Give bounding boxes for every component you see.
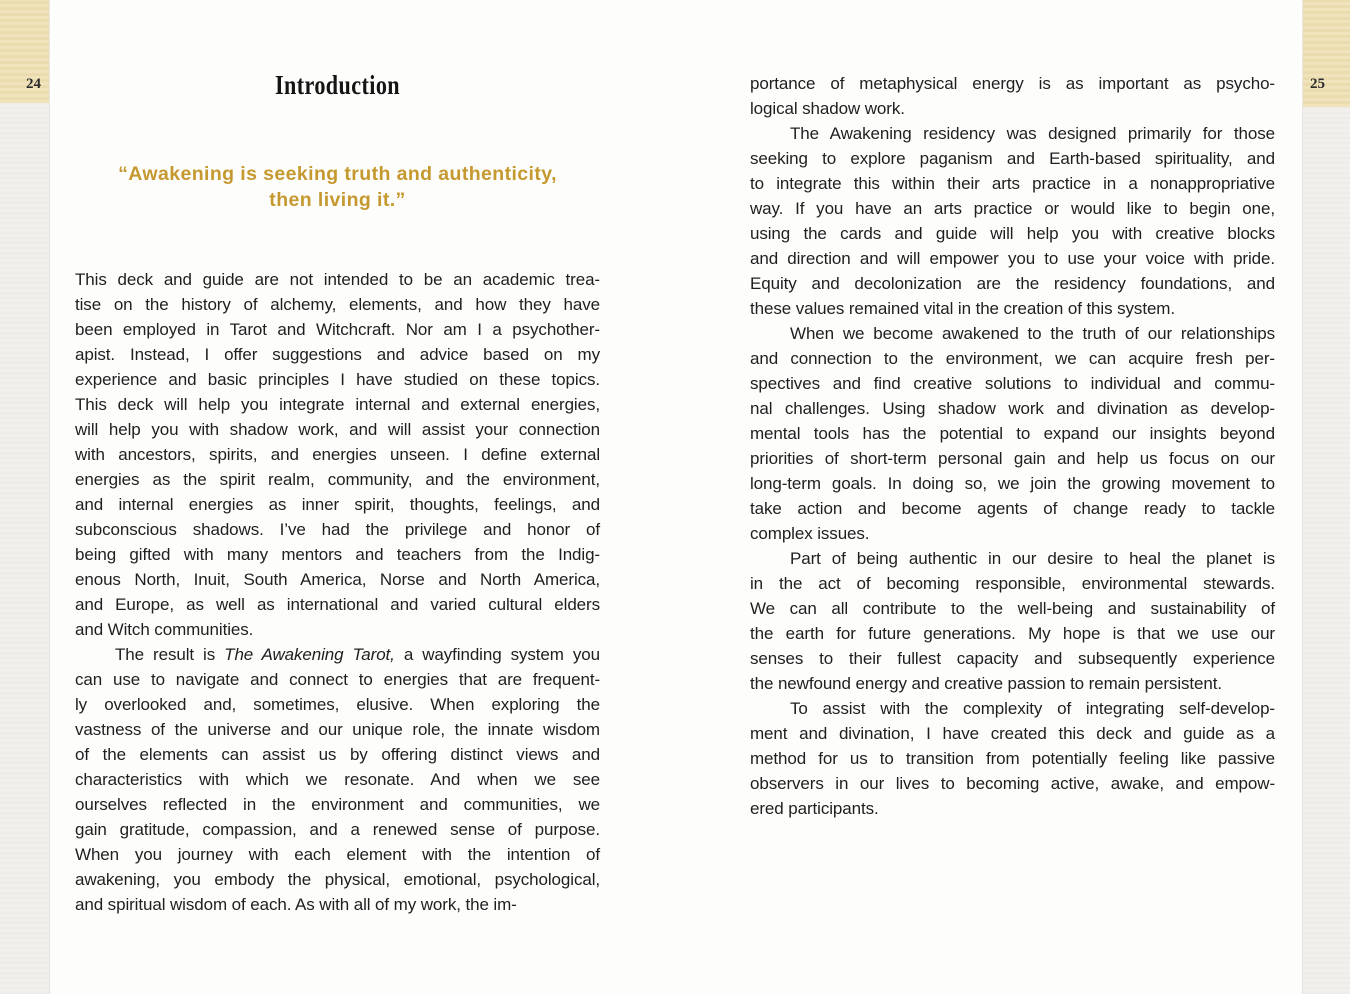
body-line: and direction and will empower you to use your voice with pride. <box>750 249 1275 268</box>
body-line: method for us to transition from potentially feeling like passive <box>750 749 1275 768</box>
body-line: seeking to explore paganism and Earth-based spirituality, and <box>750 149 1275 168</box>
paragraph <box>750 71 1275 121</box>
body-line: and connection to the environment, we can acquire fresh per- <box>750 349 1275 368</box>
body-line: the earth for future generations. My hope is that we use our <box>750 624 1275 643</box>
body-line: of the elements can assist us by offering distinct views and <box>75 745 600 764</box>
body-line: being gifted with many mentors and teachers from the Indig- <box>75 545 600 564</box>
paragraph <box>75 267 600 642</box>
body-line: portance of metaphysical energy is as important as psycho- <box>750 74 1275 93</box>
body-line: energies as the spirit realm, community, and the environment, <box>75 470 600 489</box>
body-line: ment and divination, I have created this deck and guide as a <box>750 724 1275 743</box>
body-line: tise on the history of alchemy, elements, and how they have <box>75 295 600 314</box>
right-page-body <box>750 71 1275 821</box>
right-page-edge <box>1302 0 1350 994</box>
body-line: subconscious shadows. I’ve had the privilege and honor of <box>75 520 600 539</box>
body-line: We can all contribute to the well-being and sustainability of <box>750 599 1275 618</box>
body-line: vastness of the universe and our unique role, the innate wisdom <box>75 720 600 739</box>
body-line: gain gratitude, compassion, and a renewed sense of purpose. <box>75 820 600 839</box>
body-line: awakening, you embody the physical, emotional, psychological, <box>75 870 600 889</box>
body-line: can use to navigate and connect to energies that are frequent- <box>75 670 600 689</box>
body-line: senses to their fullest capacity and subsequently experience <box>750 649 1275 668</box>
paragraph <box>750 696 1275 821</box>
right-edge-tan-band <box>1303 0 1350 107</box>
body-line: logical shadow work. <box>750 99 905 118</box>
body-line: and Witch communities. <box>75 620 254 639</box>
body-line: The result is The Awakening Tarot, a wayfinding system you <box>115 645 600 664</box>
body-line: ourselves reflected in the environment and communities, we <box>75 795 600 814</box>
left-page <box>75 0 600 994</box>
epigraph-quote <box>75 161 600 213</box>
chapter-title: Introduction <box>274 70 401 100</box>
body-line: in the act of becoming responsible, environmental stewards. <box>750 574 1275 593</box>
body-line: mental tools has the potential to expand our insights beyond <box>750 424 1275 443</box>
body-line: the newfound energy and creative passion to remain persistent. <box>750 674 1222 693</box>
epigraph-quote-line2: then living it.” <box>269 189 406 211</box>
left-edge-tan-band <box>0 0 49 103</box>
paragraph <box>750 546 1275 696</box>
body-line: ered participants. <box>750 799 879 818</box>
body-line: To assist with the complexity of integrating self-develop- <box>790 699 1275 718</box>
paragraph <box>75 642 600 917</box>
body-line: been employed in Tarot and Witchcraft. Nor am I a psychother- <box>75 320 600 339</box>
body-line: enous North, Inuit, South America, Norse and North America, <box>75 570 600 589</box>
body-line: This deck and guide are not intended to be an academic trea- <box>75 270 600 289</box>
body-line: way. If you have an arts practice or would like to begin one, <box>750 199 1275 218</box>
body-line: When you journey with each element with the intention of <box>75 845 600 864</box>
body-line: will help you with shadow work, and will assist your connection <box>75 420 600 439</box>
body-line: complex issues. <box>750 524 870 543</box>
body-line: nal challenges. Using shadow work and divination as develop- <box>750 399 1275 418</box>
left-page-body <box>75 267 600 917</box>
body-line: This deck will help you integrate internal and external energies, <box>75 395 600 414</box>
body-line: apist. Instead, I offer suggestions and advice based on my <box>75 345 600 364</box>
body-line: priorities of short-term personal gain and help us focus on our <box>750 449 1275 468</box>
body-line: ly overlooked and, sometimes, elusive. When exploring the <box>75 695 600 714</box>
body-line: these values remained vital in the creation of this system. <box>750 299 1175 318</box>
body-line: When we become awakened to the truth of our relationships <box>790 324 1275 343</box>
body-line: to integrate this within their arts practice in a nonappropriative <box>750 174 1275 193</box>
body-line: Equity and decolonization are the residency foundations, and <box>750 274 1275 293</box>
body-line: and Europe, as well as international and varied cultural elders <box>75 595 600 614</box>
right-page <box>750 71 1275 821</box>
right-page-number: 25 <box>1310 76 1325 92</box>
body-line: spectives and find creative solutions to individual and commu- <box>750 374 1275 393</box>
body-line: long-term goals. In doing so, we join the growing movement to <box>750 474 1275 493</box>
body-line: using the cards and guide will help you with creative blocks <box>750 224 1275 243</box>
paragraph <box>750 321 1275 546</box>
body-line: and internal energies as inner spirit, thoughts, feelings, and <box>75 495 600 514</box>
body-line: and spiritual wisdom of each. As with all of my work, the im- <box>75 895 517 914</box>
left-page-number: 24 <box>26 76 41 92</box>
left-page-edge <box>0 0 50 994</box>
body-line: observers in our lives to becoming active, awake, and empow- <box>750 774 1275 793</box>
body-line: with ancestors, spirits, and energies unseen. I define external <box>75 445 600 464</box>
paragraph <box>750 121 1275 321</box>
body-line: Part of being authentic in our desire to heal the planet is <box>790 549 1275 568</box>
body-line: experience and basic principles I have studied on these topics. <box>75 370 600 389</box>
epigraph-quote-line1: “Awakening is seeking truth and authenticity, <box>118 163 557 185</box>
body-line: characteristics with which we resonate. And when we see <box>75 770 600 789</box>
body-line: The Awakening residency was designed primarily for those <box>790 124 1275 143</box>
body-line: take action and become agents of change ready to tackle <box>750 499 1275 518</box>
